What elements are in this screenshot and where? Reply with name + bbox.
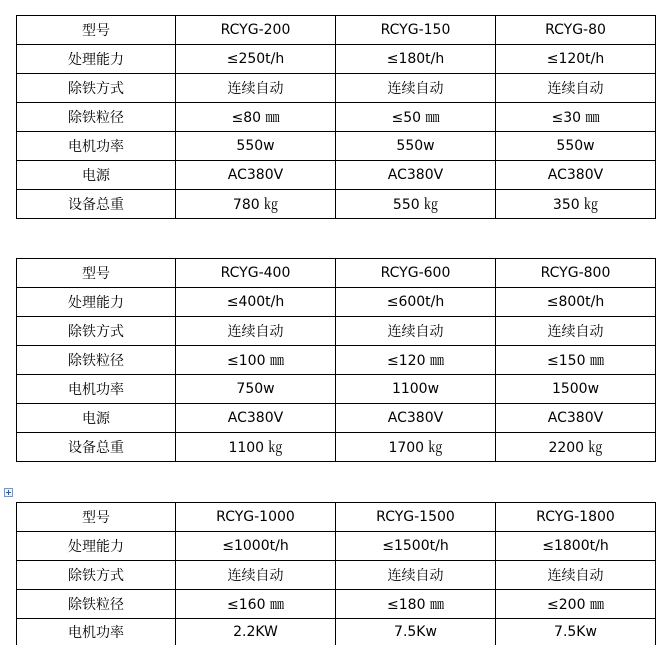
value-cell: 连续自动 [176,74,336,103]
row-label-cell: 电源 [17,404,176,433]
spec-table-3 [16,502,656,645]
row-label-cell: 电机功率 [17,619,176,645]
value-cell: ≤50 ㎜ [336,103,496,132]
row-label-cell: 设备总重 [17,433,176,462]
value-cell: AC380V [496,404,656,433]
table-row [17,404,656,433]
value-cell: 1700 ㎏ [336,433,496,462]
table-row [17,619,656,645]
spec-table-1 [16,15,656,219]
value-cell: ≤1500t/h [336,532,496,561]
value-cell: 7.5Kw [496,619,656,645]
value-cell: 780 ㎏ [176,190,336,219]
table-row [17,288,656,317]
value-cell: 1100 ㎏ [176,433,336,462]
value-cell: ≤250t/h [176,45,336,74]
value-cell: ≤1000t/h [176,532,336,561]
value-cell: 连续自动 [336,74,496,103]
value-cell: ≤200 ㎜ [496,590,656,619]
value-cell: ≤30 ㎜ [496,103,656,132]
row-label-cell: 处理能力 [17,288,176,317]
table-row [17,259,656,288]
value-cell: AC380V [176,161,336,190]
value-cell: RCYG-600 [336,259,496,288]
spec-table-2 [16,258,656,462]
value-cell: ≤100 ㎜ [176,346,336,375]
value-cell: 1500w [496,375,656,404]
value-cell: RCYG-80 [496,16,656,45]
value-cell: RCYG-400 [176,259,336,288]
row-label-cell: 除铁粒径 [17,103,176,132]
table-row [17,346,656,375]
value-cell: 连续自动 [336,317,496,346]
value-cell: 连续自动 [496,74,656,103]
table-row [17,132,656,161]
value-cell: RCYG-150 [336,16,496,45]
table-row [17,317,656,346]
value-cell: 550w [496,132,656,161]
value-cell: 2.2KW [176,619,336,645]
value-cell: AC380V [496,161,656,190]
row-label-cell: 除铁粒径 [17,346,176,375]
row-label-cell: 设备总重 [17,190,176,219]
row-label-cell: 处理能力 [17,45,176,74]
value-cell: RCYG-1000 [176,503,336,532]
value-cell: 连续自动 [336,561,496,590]
value-cell: ≤120 ㎜ [336,346,496,375]
value-cell: 550 ㎏ [336,190,496,219]
value-cell: ≤150 ㎜ [496,346,656,375]
value-cell: ≤180 ㎜ [336,590,496,619]
table-row [17,103,656,132]
table-row [17,45,656,74]
value-cell: ≤120t/h [496,45,656,74]
row-label-cell: 除铁方式 [17,317,176,346]
value-cell: 550w [336,132,496,161]
row-label-cell: 电机功率 [17,375,176,404]
row-label-cell: 除铁方式 [17,561,176,590]
table-row [17,74,656,103]
table-row [17,190,656,219]
value-cell: 连续自动 [496,561,656,590]
value-cell: ≤80 ㎜ [176,103,336,132]
row-label-cell: 型号 [17,259,176,288]
value-cell: RCYG-1500 [336,503,496,532]
row-label-cell: 型号 [17,16,176,45]
value-cell: RCYG-1800 [496,503,656,532]
row-label-cell: 电机功率 [17,132,176,161]
value-cell: 7.5Kw [336,619,496,645]
row-label-cell: 处理能力 [17,532,176,561]
table-row [17,590,656,619]
value-cell: 2200 ㎏ [496,433,656,462]
value-cell: AC380V [336,161,496,190]
value-cell: 350 ㎏ [496,190,656,219]
value-cell: 连续自动 [496,317,656,346]
row-label-cell: 型号 [17,503,176,532]
value-cell: 750w [176,375,336,404]
row-label-cell: 除铁粒径 [17,590,176,619]
value-cell: ≤180t/h [336,45,496,74]
row-label-cell: 除铁方式 [17,74,176,103]
table-row [17,532,656,561]
value-cell: ≤1800t/h [496,532,656,561]
value-cell: AC380V [336,404,496,433]
value-cell: 1100w [336,375,496,404]
value-cell: 连续自动 [176,317,336,346]
value-cell: RCYG-800 [496,259,656,288]
value-cell: RCYG-200 [176,16,336,45]
table-row [17,375,656,404]
value-cell: 550w [176,132,336,161]
table-row [17,561,656,590]
value-cell: ≤600t/h [336,288,496,317]
table-row [17,503,656,532]
value-cell: ≤800t/h [496,288,656,317]
table-row [17,16,656,45]
value-cell: ≤400t/h [176,288,336,317]
value-cell: 连续自动 [176,561,336,590]
value-cell: ≤160 ㎜ [176,590,336,619]
row-label-cell: 电源 [17,161,176,190]
table-row [17,433,656,462]
move-handle-icon[interactable] [4,488,13,497]
value-cell: AC380V [176,404,336,433]
table-row [17,161,656,190]
